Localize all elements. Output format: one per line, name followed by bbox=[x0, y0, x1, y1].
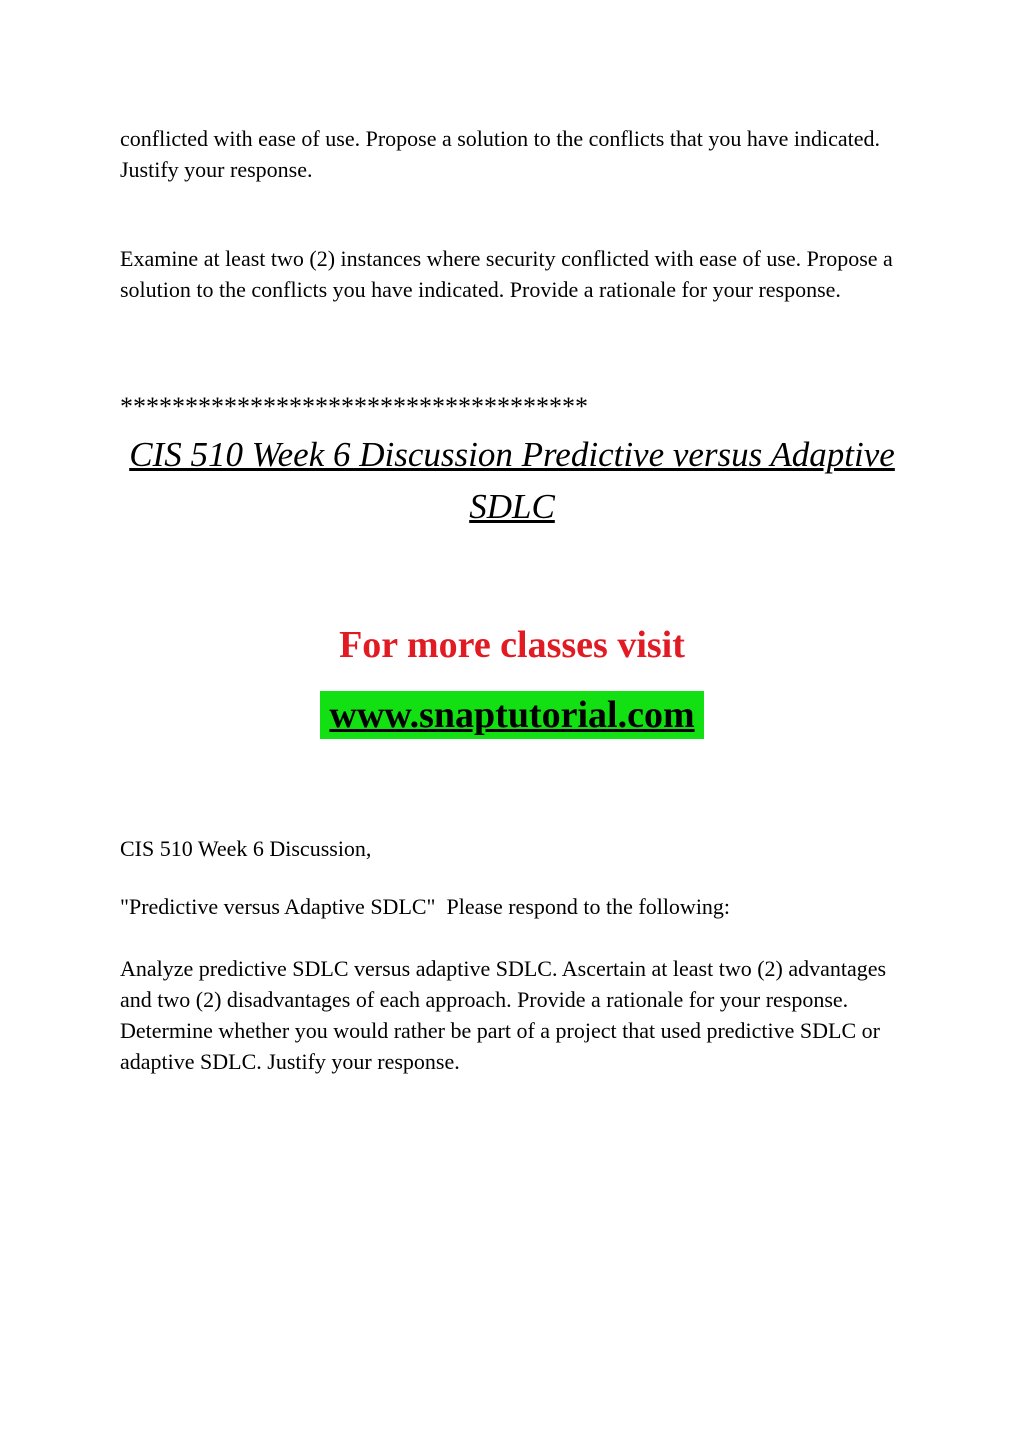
task-paragraph-determine: Determine whether you would rather be part of a project that used predictive SDLC or adaptive SDLC. Justify your response. bbox=[120, 1018, 880, 1074]
course-title-line: CIS 510 Week 6 Discussion, bbox=[120, 836, 372, 861]
task-paragraph-analyze: Analyze predictive SDLC versus adaptive SDLC. Ascertain at least two (2) advantages and two (2) disadvantages of each approach. Provide a rationale for your response. bbox=[120, 956, 887, 1012]
document-content bbox=[120, 123, 904, 1077]
paragraph-examine-instances: Examine at least two (2) instances where security conflicted with ease of use. Propose a solution to the conflicts you have indicated. Provide a rationale for your response. bbox=[120, 246, 893, 302]
asterisk-divider: ************************************ bbox=[120, 392, 588, 421]
discussion-prompt-line: "Predictive versus Adaptive SDLC" Please respond to the following: bbox=[120, 894, 731, 919]
promo-heading: For more classes visit bbox=[339, 624, 685, 666]
document-page bbox=[0, 123, 1024, 1448]
paragraph-conflict-ease-of-use: conflicted with ease of use. Propose a solution to the conflicts that you have indicated. Justify your response. bbox=[120, 126, 881, 182]
promo-link[interactable]: www.snaptutorial.com bbox=[320, 691, 703, 739]
promo-link-row bbox=[120, 691, 904, 739]
section-title-link[interactable]: CIS 510 Week 6 Discussion Predictive versus Adaptive SDLC bbox=[129, 435, 895, 526]
